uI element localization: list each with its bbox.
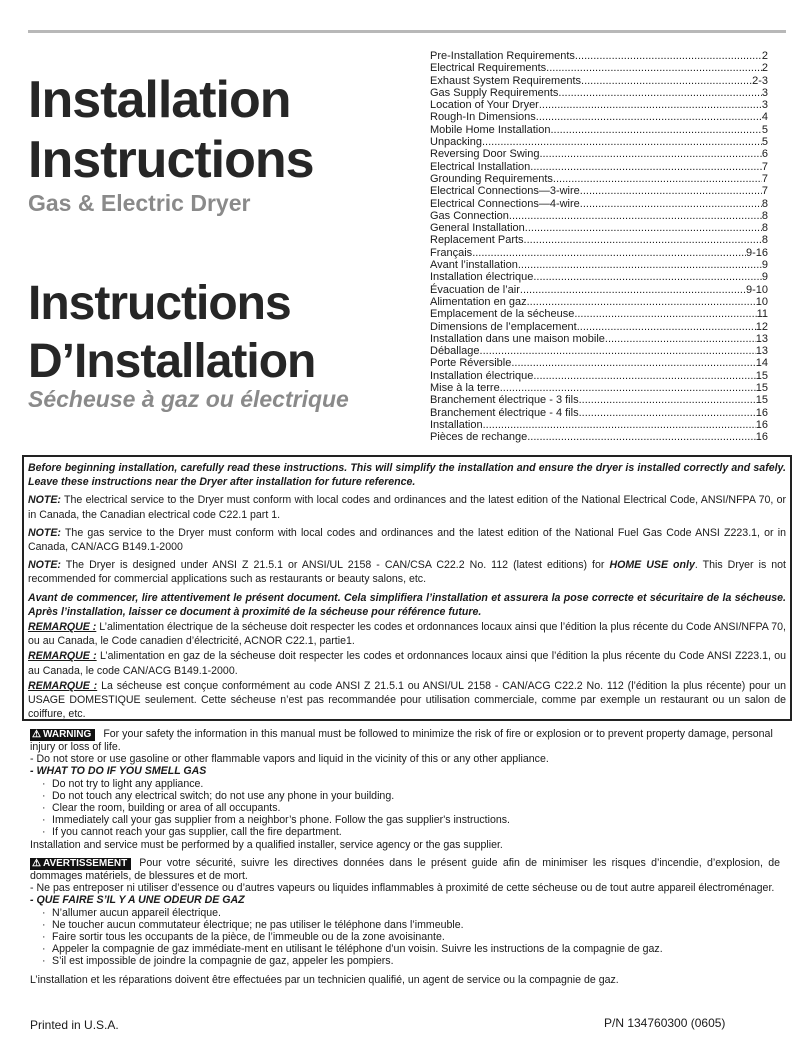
toc-label: Emplacement de la sécheuse: [430, 308, 575, 321]
toc-page: 5: [761, 136, 768, 149]
toc-item: [430, 357, 768, 369]
toc-leader-dots: [581, 75, 752, 87]
bullet-text: S’il est impossible de joindre la compagnie de gaz, appeler les pompiers.: [52, 955, 394, 968]
remark-design: REMARQUE : La sécheuse est conçue conformément au code ANSI Z 21.5.1 ou ANSI/UL 2158 - CAN/ACG C22.2 No. 112 (l’édition la plus récente) pour un USAGE DOMESTIQUE seulement. Cette sécheuse n’est pas recommandée pour utilisation commerciale, comme par exemple un restaurant ou un salon de coiffure, etc.: [28, 679, 786, 721]
subtitle-en: Gas & Electric Dryer: [28, 190, 251, 216]
toc-item: [430, 345, 768, 357]
warning-triangle-icon: ⚠: [32, 858, 41, 869]
bullet-item: [30, 790, 780, 802]
toc-label: Installation électrique: [430, 271, 534, 284]
warning-en: ⚠ WARNING For your safety the information in this manual must be followed to minimize the risk of fire or explosion or to prevent property damage, personal injury or loss of life. - Do not store or use gasoline or other flammable vapors and liquid in the vicinity of this or any other appliance. - WHAT TO DO IF YOU SMELL GAS · Do not try to light any appliance. · Do not touch any electrical switch; do not use any phone in your building. · Clear the room, building or area of all occupants. · Immediately call your gas supplier from a neighbor’s phone. Follow the gas supplier's instructions. · If you cannot reach your gas supplier, call the fire department. Installation and service must be performed by a qualified installer, service agency or the gas supplier.: [30, 728, 780, 851]
notice-box: [22, 455, 792, 721]
toc-item: [430, 185, 768, 197]
toc-label: General Installation: [430, 222, 525, 235]
toc-page: 9: [761, 271, 768, 284]
toc-page: 9: [761, 259, 768, 272]
toc-leader-dots: [550, 124, 761, 136]
toc-label: Rough-In Dimensions: [430, 111, 536, 124]
toc-label: Alimentation en gaz: [430, 295, 527, 308]
toc-leader-dots: [511, 357, 755, 369]
toc-leader-dots: [525, 222, 762, 234]
toc-leader-dots: [575, 50, 762, 62]
toc-item: [430, 321, 768, 333]
toc-leader-dots: [580, 198, 762, 210]
title-instructions: Instructions: [28, 131, 314, 189]
bullet-item: [30, 931, 780, 943]
avertissement-closing: L’installation et les réparations doivent être effectuées par un technicien qualifié, un agent de service ou la compagnie de gaz.: [30, 973, 619, 986]
toc-item: [430, 370, 768, 382]
toc-label: Dimensions de l’emplacement: [430, 320, 577, 333]
toc-label: Replacement Parts: [430, 234, 524, 247]
toc-label: Évacuation de l’air: [430, 283, 520, 296]
bullet-dot-icon: ·: [42, 906, 46, 919]
note-design: NOTE: The Dryer is designed under ANSI Z 21.5.1 or ANSI/UL 2158 - CAN/CSA C22.2 No. 112 (latest editions) for HOME USE only. This Dryer is not recommended for commercial applications such as restaurants or beauty salons, etc.: [28, 559, 786, 586]
toc-item: [430, 161, 768, 173]
toc-leader-dots: [546, 62, 762, 74]
avertissement-line: - Ne pas entreposer ni utiliser d’essence ou d’autres vapeurs ou liquides inflammables à proximité de cette sécheuse ou de tout autre appareil électroménager.: [30, 882, 775, 895]
toc-label: Français: [430, 246, 473, 259]
toc-label: Gas Supply Requirements: [430, 86, 559, 99]
toc-leader-dots: [480, 345, 756, 357]
bullet-text: If you cannot reach your gas supplier, call the fire department.: [52, 826, 342, 839]
toc-page: 12: [755, 320, 768, 333]
toc-label: Gas Connection: [430, 209, 509, 222]
warning-line: - Do not store or use gasoline or other flammable vapors and liquid in the vicinity of this or any other appliance.: [30, 753, 549, 766]
remark-electrical: REMARQUE : L’alimentation électrique de la sécheuse doit respecter les codes et ordonnances locaux ainsi que l’édition la plus récente du Code ANSI/NFPA 70, ou au Canada, le Code canadien d’électricité, ACNOR C22.1, partie1.: [28, 621, 786, 648]
toc-item: [430, 296, 768, 308]
bullet-item: [30, 802, 780, 814]
toc-leader-dots: [509, 210, 762, 222]
bullet-item: [30, 919, 780, 931]
warning-badge: ⚠ WARNING: [30, 729, 95, 741]
bullet-text: Immediately call your gas supplier from a neighbor’s phone. Follow the gas supplier's instructions.: [52, 814, 510, 827]
toc-page: 2: [761, 50, 768, 62]
toc-leader-dots: [527, 296, 756, 308]
toc-label: Electrical Connections—4-wire: [430, 197, 580, 210]
toc-leader-dots: [536, 111, 762, 123]
bullet-text: Clear the room, building or area of all occupants.: [52, 802, 281, 815]
toc-page: 10: [755, 295, 768, 308]
toc-item: [430, 62, 768, 74]
bullet-text: Appeler la compagnie de gaz immédiate-ment en utilisant le téléphone d’un voisin. Suivre les instructions de la compagnie de gaz.: [52, 943, 663, 956]
toc-item: [430, 173, 768, 185]
bullet-item: [30, 778, 780, 790]
bullet-dot-icon: ·: [42, 826, 46, 839]
toc-item: [430, 333, 768, 345]
warning-closing: Installation and service must be performed by a qualified installer, service agency or the gas supplier.: [30, 838, 503, 851]
toc-page: 4: [761, 111, 768, 124]
toc-item: [430, 124, 768, 136]
toc-page: 7: [761, 160, 768, 173]
toc-page: 16: [755, 418, 768, 431]
toc-item: [430, 308, 768, 320]
toc-item: [430, 419, 768, 431]
subtitle-fr: Sécheuse à gaz ou électrique: [28, 386, 349, 412]
toc-leader-dots: [530, 161, 762, 173]
toc-page: 6: [761, 148, 768, 161]
toc-label: Mobile Home Installation: [430, 123, 551, 136]
toc-leader-dots: [574, 308, 756, 320]
toc-label: Location of Your Dryer: [430, 99, 539, 112]
bullet-dot-icon: ·: [42, 789, 46, 802]
toc-leader-dots: [472, 247, 746, 259]
toc-item: [430, 382, 768, 394]
toc-label: Mise à la terre: [430, 382, 500, 395]
toc-label: Electrical Requirements: [430, 62, 547, 75]
intro-en: Before beginning installation, carefully read these instructions. This will simplify the installation and ensure the dryer is installed correctly and safely. Leave these instructions near the Dryer after installation for future reference.: [28, 462, 786, 489]
bullet-dot-icon: ·: [42, 943, 46, 956]
toc-page: 8: [761, 234, 768, 247]
toc-page: 8: [761, 222, 768, 235]
toc-label: Porte Réversible: [430, 357, 512, 370]
top-rule: [28, 30, 786, 33]
toc-item: [430, 148, 768, 160]
part-number: P/N 134760300 (0605): [604, 1016, 726, 1030]
toc-page: 5: [761, 123, 768, 136]
bullet-text: Ne toucher aucun commutateur électrique; ne pas utiliser le téléphone dans l’immeuble.: [52, 918, 464, 931]
avertissement-heading: - QUE FAIRE S’IL Y A UNE ODEUR DE GAZ: [30, 894, 245, 907]
toc-label: Déballage: [430, 345, 480, 358]
toc-label: Installation dans une maison mobile: [430, 332, 605, 345]
toc-label: Installation: [430, 418, 483, 431]
toc-page: 11: [756, 308, 768, 321]
toc-page: 7: [761, 185, 768, 198]
bullet-text: Do not touch any electrical switch; do not use any phone in your building.: [52, 789, 395, 802]
toc-item: [430, 99, 768, 111]
bullet-item: [30, 826, 780, 838]
toc-leader-dots: [558, 87, 761, 99]
toc-leader-dots: [579, 407, 756, 419]
bullet-dot-icon: ·: [42, 814, 46, 827]
toc-label: Exhaust System Requirements: [430, 74, 582, 87]
toc-label: Grounding Requirements: [430, 172, 553, 185]
toc-label: Unpacking: [430, 136, 482, 149]
toc-item: [430, 431, 768, 443]
toc-leader-dots: [518, 259, 762, 271]
title-fr-installation: D’Installation: [28, 335, 316, 388]
toc-item: [430, 222, 768, 234]
toc-leader-dots: [533, 271, 762, 283]
remark-gas: REMARQUE : L’alimentation en gaz de la sécheuse doit respecter les codes et ordonnances locaux ainsi que l’édition la plus récente du Code ANSI Z223.1, ou au Canada, le code CAN/ACG B149.1-2000.: [28, 650, 786, 677]
bullet-item: [30, 814, 780, 826]
toc-label: Electrical Connections—3-wire: [430, 185, 580, 198]
toc-label: Installation électrique: [430, 369, 534, 382]
toc-page: 15: [755, 394, 768, 407]
toc-item: [430, 111, 768, 123]
toc-page: 14: [755, 357, 768, 370]
toc-item: [430, 284, 768, 296]
warning-fr: ⚠ AVERTISSEMENT Pour votre sécurité, suivre les directives données dans le présent guide afin de minimiser les risques d’incendie, d’explosion, de dommages matériels, de blessures et de mort. - Ne pas entreposer ni utiliser d’essence ou d’autres vapeurs ou liquides inflammables à proximité de cette sécheuse ou de tout autre appareil électroménager. - QUE FAIRE S’IL Y A UNE ODEUR DE GAZ · N’allumer aucun appareil électrique. · Ne toucher aucun commutateur électrique; ne pas utiliser le téléphone dans l’immeuble. · Faire sortir tous les occupants de la pièce, de l’immeuble ou de la zone avoisinante. · Appeler la compagnie de gaz immédiate-ment en utilisant le téléphone d’un voisin. Suivre les instructions de la compagnie de gaz. · S’il est impossible de joindre la compagnie de gaz, appeler les pompiers. L’installation et les réparations doivent être effectuées par un technicien qualifié, un agent de service ou la compagnie de gaz.: [30, 857, 780, 986]
toc-label: Reversing Door Swing: [430, 148, 540, 161]
toc-label: Avant l’installation: [430, 259, 518, 272]
toc-item: [430, 259, 768, 271]
toc-item: [430, 87, 768, 99]
toc-item: [430, 407, 768, 419]
toc-item: [430, 234, 768, 246]
toc-page: 8: [761, 209, 768, 222]
note-electrical: NOTE: The electrical service to the Dryer must conform with local codes and ordinances and the latest edition of the National Electrical Code, ANSI/NFPA 70, or in Canada, the Canadian electrical code C22.1 part 1.: [28, 494, 786, 521]
toc-page: 16: [755, 431, 768, 444]
toc-leader-dots: [605, 333, 756, 345]
title-fr-instructions: Instructions: [28, 277, 291, 330]
toc-page: 9-16: [745, 246, 768, 259]
bullet-text: Faire sortir tous les occupants de la pièce, de l’immeuble ou de la zone avoisinante.: [52, 931, 445, 944]
toc-label: Branchement électrique - 4 fils: [430, 406, 579, 419]
toc-label: Electrical Installation: [430, 160, 531, 173]
bullet-dot-icon: ·: [42, 777, 46, 790]
toc-item: [430, 394, 768, 406]
title-installation: Installation: [28, 71, 291, 129]
toc-item: [430, 247, 768, 259]
warning-bullets: [30, 778, 780, 839]
toc-leader-dots: [482, 136, 762, 148]
toc-item: [430, 198, 768, 210]
toc-page: 7: [761, 172, 768, 185]
toc-leader-dots: [520, 284, 746, 296]
toc-leader-dots: [527, 431, 756, 443]
toc-label: Pièces de rechange: [430, 431, 528, 444]
toc-page: 3: [761, 99, 768, 112]
toc-item: [430, 271, 768, 283]
toc-leader-dots: [483, 419, 756, 431]
toc-page: 13: [755, 332, 768, 345]
warning-heading: - WHAT TO DO IF YOU SMELL GAS: [30, 765, 207, 778]
printed-in: Printed in U.S.A.: [30, 1018, 119, 1032]
toc-leader-dots: [533, 370, 755, 382]
toc-leader-dots: [580, 185, 762, 197]
warning-triangle-icon: ⚠: [32, 729, 41, 740]
toc-page: 13: [755, 345, 768, 358]
note-gas: NOTE: The gas service to the Dryer must conform with local codes and ordinances and the latest edition of the National Fuel Gas Code ANSI Z223.1, or in Canada, CAN/ACG B149.1-2000: [28, 526, 786, 554]
toc-item: [430, 136, 768, 148]
toc-page: 2: [761, 62, 768, 75]
intro-fr: Avant de commencer, lire attentivement le présent document. Cela simplifiera l’installation et assurera la pose correcte et sécuritaire de la sécheuse. Après l’installation, laisser ce document à proximité de la sécheuse pour référence future.: [28, 591, 786, 618]
toc-leader-dots: [539, 148, 761, 160]
toc-label: Branchement électrique - 3 fils: [430, 394, 579, 407]
bullet-item: [30, 943, 780, 955]
bullet-dot-icon: ·: [42, 955, 46, 968]
toc-item: [430, 210, 768, 222]
toc-page: 8: [761, 197, 768, 210]
bullet-item: [30, 907, 780, 919]
toc-page: 9-10: [745, 283, 768, 296]
toc-page: 15: [755, 369, 768, 382]
toc-leader-dots: [579, 394, 756, 406]
avertissement-badge: ⚠ AVERTISSEMENT: [30, 858, 131, 870]
avertissement-bullets: [30, 907, 780, 968]
bullet-dot-icon: ·: [42, 931, 46, 944]
toc-leader-dots: [539, 99, 762, 111]
toc-leader-dots: [553, 173, 762, 185]
toc-page: 16: [755, 406, 768, 419]
toc-leader-dots: [500, 382, 756, 394]
bullet-dot-icon: ·: [42, 802, 46, 815]
bullet-item: [30, 955, 780, 967]
toc-leader-dots: [577, 321, 756, 333]
bullet-dot-icon: ·: [42, 918, 46, 931]
toc-page: 2-3: [752, 74, 768, 87]
toc-item: [430, 50, 768, 62]
toc-page: 15: [755, 382, 768, 395]
toc-item: [430, 75, 768, 87]
toc-label: Pre-Installation Requirements: [430, 50, 575, 62]
bullet-text: N’allumer aucun appareil électrique.: [52, 906, 222, 919]
table-of-contents: [430, 50, 768, 444]
toc-page: 3: [761, 86, 768, 99]
bullet-text: Do not try to light any appliance.: [52, 777, 204, 790]
toc-leader-dots: [524, 234, 762, 246]
